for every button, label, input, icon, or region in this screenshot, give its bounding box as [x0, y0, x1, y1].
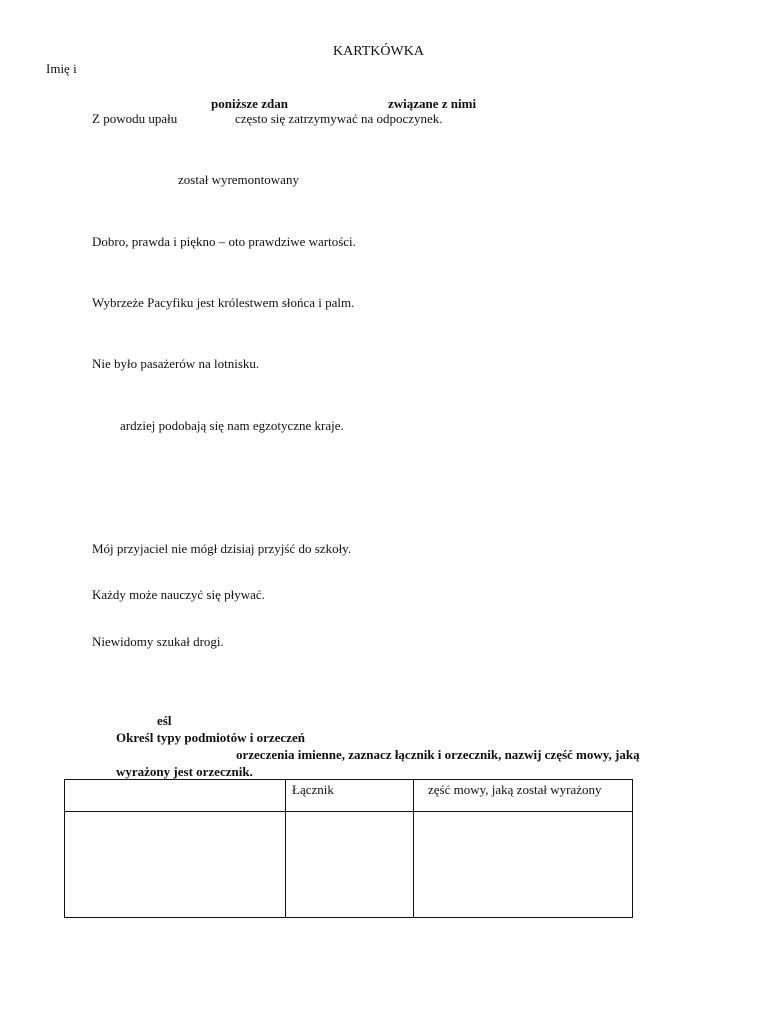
sentence-7: Mój przyjaciel nie mógł dzisiaj przyjść do szkoły.	[92, 541, 352, 556]
table-header-cell-3: zęść mowy, jaką został wyrażony	[414, 780, 633, 812]
table-row	[65, 812, 633, 918]
sentence-3: Dobro, prawda i piękno – oto prawdziwe wartości.	[92, 234, 356, 249]
sentence-1-part-a: Z powodu upału	[92, 111, 178, 126]
task1-instruction-part-b: związane z nimi	[388, 96, 477, 111]
name-label: Imię i	[46, 61, 77, 76]
sentence-8: Każdy może nauczyć się pływać.	[92, 587, 265, 602]
sentence-5: Nie było pasażerów na lotnisku.	[92, 356, 260, 371]
sentence-4: Wybrzeże Pacyfiku jest królestwem słońca i palm.	[92, 295, 355, 310]
sentence-2: został wyremontowany	[178, 172, 299, 187]
table-cell[interactable]	[414, 812, 633, 918]
sentence-9: Niewidomy szukał drogi.	[92, 634, 224, 649]
table-header-row	[65, 780, 633, 812]
sentence-1-part-b: często się zatrzymywać na odpoczynek.	[235, 111, 443, 126]
task2-line-3: wyrażony jest orzecznik.	[116, 764, 253, 779]
table-header-cell-2: Łącznik	[286, 780, 414, 812]
answer-table	[64, 779, 633, 918]
task2-line-2: orzeczenia imienne, zaznacz łącznik i orzecznik, nazwij część mowy, jaką	[236, 747, 640, 762]
task2-line-1: Określ typy podmiotów i orzeczeń	[116, 730, 305, 745]
task1-instruction-part-a: poniższe zdan	[211, 96, 288, 111]
table-cell[interactable]	[65, 812, 286, 918]
page-title: KARTKÓWKA	[333, 44, 424, 59]
table-cell[interactable]	[286, 812, 414, 918]
table-header-cell-1	[65, 780, 286, 812]
task2-fragment: eśl	[157, 713, 172, 728]
sentence-6: ardziej podobają się nam egzotyczne kraje.	[120, 418, 344, 433]
